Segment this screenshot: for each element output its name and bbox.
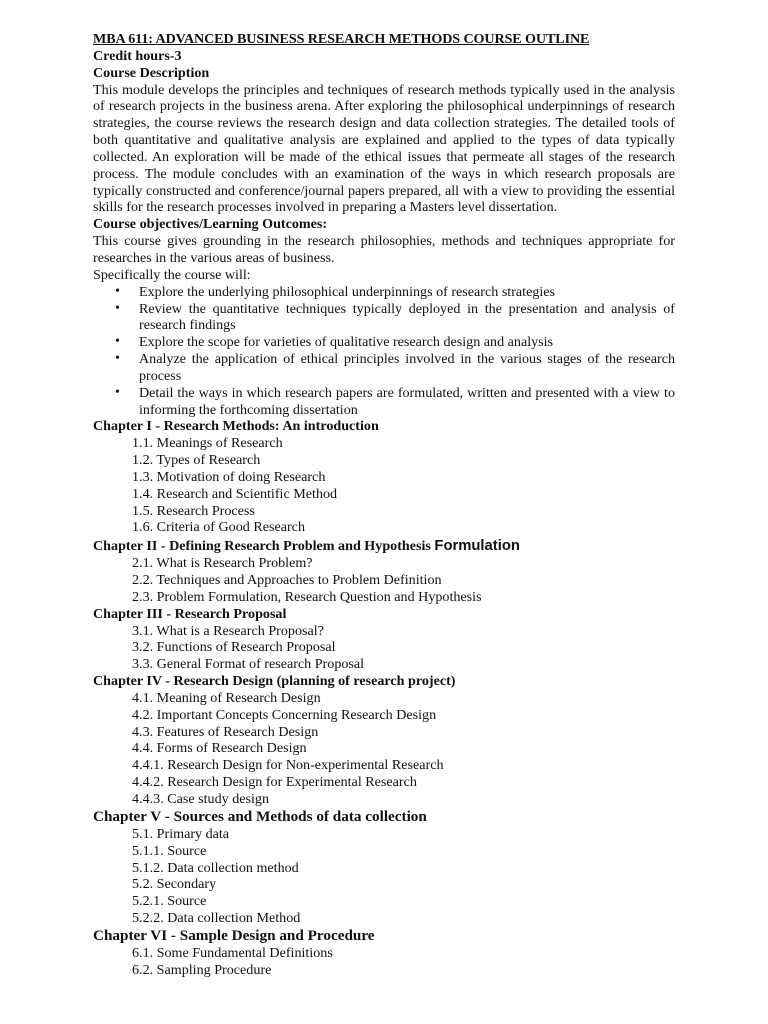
list-item: 5.2.2. Data collection Method bbox=[132, 910, 301, 927]
bullet-icon: • bbox=[115, 283, 120, 299]
list-item: 5.2.1. Source bbox=[132, 893, 207, 910]
list-item: 4.1. Meaning of Research Design bbox=[132, 689, 321, 706]
objectives-heading: Course objectives/Learning Outcomes: bbox=[93, 216, 328, 233]
objectives-lead: Specifically the course will: bbox=[93, 266, 251, 283]
chapter-4-heading: Chapter IV - Research Design (planning of research project) bbox=[93, 673, 456, 690]
list-item bbox=[93, 351, 675, 385]
chapter-2-sections bbox=[93, 555, 675, 606]
list-item: 5.2. Secondary bbox=[132, 876, 217, 893]
list-item: 4.3. Features of Research Design bbox=[132, 723, 319, 740]
list-item bbox=[93, 284, 675, 301]
objective-text: Explore the scope for varieties of qualitative research design and analysis bbox=[139, 334, 554, 351]
chapter-2-title-tail: Formulation bbox=[434, 538, 520, 555]
list-item bbox=[93, 301, 675, 335]
list-item: 5.1. Primary data bbox=[132, 825, 230, 842]
list-item: 1.6. Criteria of Good Research bbox=[132, 519, 305, 536]
list-item: 5.1.1. Source bbox=[132, 842, 207, 859]
bullet-icon: • bbox=[115, 300, 120, 316]
objective-text: Detail the ways in which research papers are formulated, written and presented with a view to informing the forthcoming dissertation bbox=[139, 384, 675, 418]
chapter-4-sections bbox=[93, 690, 675, 808]
credit-hours: Credit hours-3 bbox=[93, 47, 182, 64]
list-item: 6.1. Some Fundamental Definitions bbox=[132, 944, 333, 961]
list-item: 4.4. Forms of Research Design bbox=[132, 740, 307, 757]
list-item: 2.1. What is Research Problem? bbox=[132, 555, 313, 572]
chapter-3-sections bbox=[93, 623, 675, 674]
course-description-heading: Course Description bbox=[93, 64, 210, 81]
chapter-1-heading: Chapter I - Research Methods: An introduction bbox=[93, 418, 379, 435]
list-item: 1.2. Types of Research bbox=[132, 452, 261, 469]
objective-text: Explore the underlying philosophical underpinnings of research strategies bbox=[139, 283, 556, 300]
list-item bbox=[93, 385, 675, 419]
page-title: MBA 611: ADVANCED BUSINESS RESEARCH METHODS COURSE OUTLINE bbox=[93, 31, 590, 47]
bullet-icon: • bbox=[115, 384, 120, 400]
list-item: 4.4.3. Case study design bbox=[132, 790, 270, 807]
objective-text: Review the quantitative techniques typically deployed in the presentation and analysis of research findings bbox=[139, 300, 675, 334]
objective-text: Analyze the application of ethical principles involved in the various stages of the research process bbox=[139, 351, 675, 384]
list-item: 4.4.1. Research Design for Non-experimental Research bbox=[132, 757, 444, 774]
list-item: 5.1.2. Data collection method bbox=[132, 859, 299, 876]
list-item: 1.4. Research and Scientific Method bbox=[132, 485, 338, 502]
chapter-5-sections bbox=[93, 826, 675, 927]
chapter-2-heading bbox=[93, 538, 675, 555]
list-item bbox=[93, 334, 675, 351]
list-item: 2.2. Techniques and Approaches to Problem Definition bbox=[132, 572, 442, 588]
chapter-6-heading: Chapter VI - Sample Design and Procedure bbox=[93, 926, 375, 944]
objectives-list bbox=[93, 284, 675, 419]
list-item: 3.3. General Format of research Proposal bbox=[132, 656, 365, 673]
chapter-2-title: Chapter II - Defining Research Problem and Hypothesis bbox=[93, 538, 435, 555]
chapter-1-sections bbox=[93, 435, 675, 536]
objectives-intro: This course gives grounding in the research philosophies, methods and techniques appropriate for researches in the various areas of business. bbox=[93, 233, 675, 266]
list-item: 4.4.2. Research Design for Experimental Research bbox=[132, 774, 417, 791]
bullet-icon: • bbox=[115, 334, 120, 350]
list-item: 6.2. Sampling Procedure bbox=[132, 961, 272, 978]
chapter-3-heading: Chapter III - Research Proposal bbox=[93, 605, 287, 622]
list-item: 1.5. Research Process bbox=[132, 502, 255, 519]
course-outline-page bbox=[93, 31, 675, 979]
list-item: 3.2. Functions of Research Proposal bbox=[132, 639, 336, 656]
chapter-6-sections bbox=[93, 945, 675, 979]
list-item: 1.1. Meanings of Research bbox=[132, 435, 283, 452]
list-item: 3.1. What is a Research Proposal? bbox=[132, 622, 324, 639]
list-item: 2.3. Problem Formulation, Research Question and Hypothesis bbox=[132, 588, 482, 605]
course-description-text: This module develops the principles and techniques of research methods typically used in the analysis of research projects in the business arena. After exploring the philosophical underpinnings of research strategies, the course reviews the research design and data collection strategies. The detailed tools of both quantitative and qualitative analysis are explained and applied to the types of data typically collected. An exploration will be made of the ethical issues that permeate all stages of the research process. The module concludes with an examination of the ways in which research proposals are typically constructed and conference/journal papers prepared, all with a view to providing the essential skills for the research processes involved in preparing a Masters level dissertation. bbox=[93, 81, 675, 216]
chapter-5-heading: Chapter V - Sources and Methods of data collection bbox=[93, 807, 427, 825]
list-item: 4.2. Important Concepts Concerning Research Design bbox=[132, 706, 437, 723]
list-item: 1.3. Motivation of doing Research bbox=[132, 468, 326, 485]
bullet-icon: • bbox=[115, 351, 120, 367]
